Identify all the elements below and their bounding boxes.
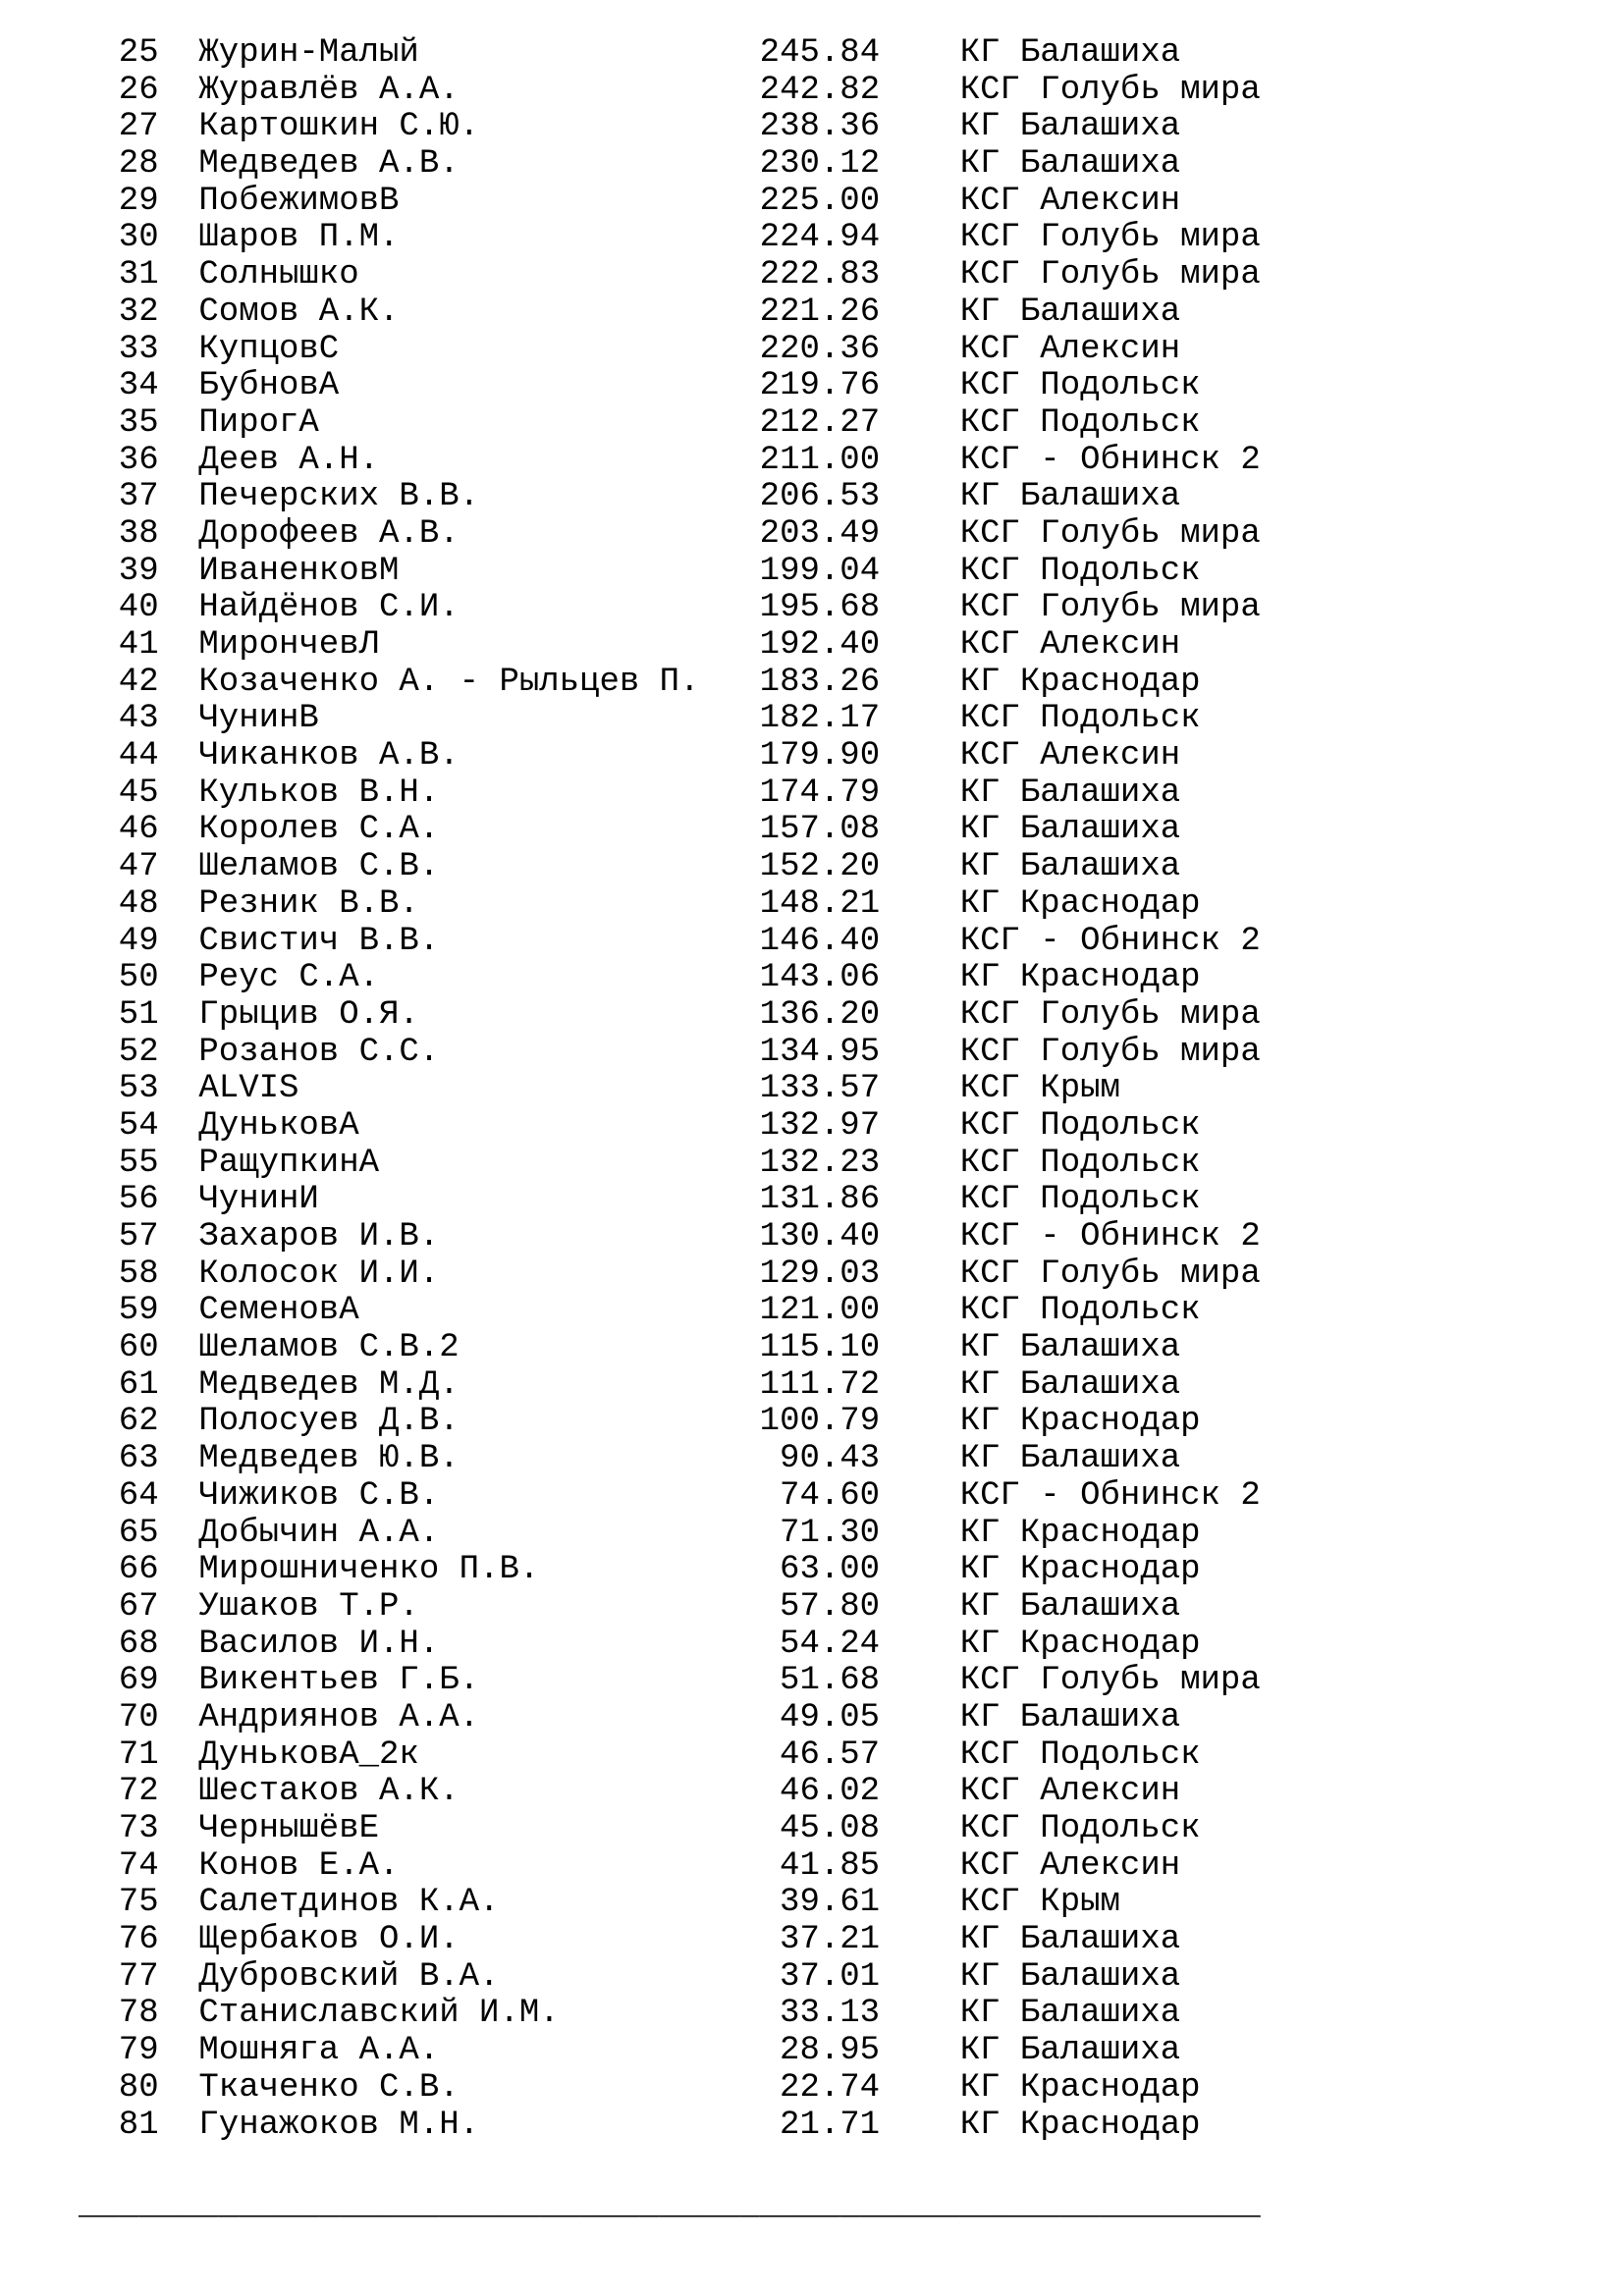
- club-cell: КГ Краснодар: [959, 959, 1201, 997]
- rank-cell: 73: [118, 1810, 159, 1847]
- rank-cell: 76: [118, 1921, 159, 1959]
- club-cell: КГ Балашиха: [959, 848, 1181, 886]
- rank-cell: 53: [118, 1070, 159, 1108]
- score-cell: 225.00: [759, 182, 881, 220]
- table-row: [79, 849, 1624, 886]
- club-cell: КСГ - Обнинск 2: [959, 441, 1261, 479]
- rank-cell: 43: [118, 700, 159, 738]
- name-cell: ЧунинВ: [198, 700, 319, 738]
- name-cell: ДуньковА_2к: [198, 1735, 419, 1774]
- score-cell: 195.68: [759, 589, 881, 627]
- rank-cell: 79: [118, 2032, 159, 2070]
- score-cell: 22.74: [780, 2068, 881, 2107]
- score-cell: 183.26: [759, 663, 881, 701]
- rank-cell: 68: [118, 1625, 159, 1663]
- club-cell: КСГ Подольск: [959, 1106, 1201, 1145]
- rank-cell: 33: [118, 330, 159, 368]
- rank-cell: 29: [118, 182, 159, 220]
- table-row: [79, 1071, 1624, 1108]
- club-cell: КСГ Подольск: [959, 1292, 1201, 1330]
- name-cell: Козаченко А. - Рыльцев П.: [198, 663, 700, 701]
- name-cell: Шеламов С.В.2: [198, 1329, 460, 1367]
- rank-cell: 59: [118, 1292, 159, 1330]
- club-cell: КСГ Голубь мира: [959, 256, 1261, 294]
- name-cell: Розанов С.С.: [198, 1033, 440, 1071]
- score-cell: 90.43: [780, 1440, 881, 1478]
- club-cell: КГ Балашиха: [959, 2032, 1181, 2070]
- table-row: [79, 924, 1624, 961]
- table-row: [79, 738, 1624, 775]
- name-cell: Полосуев Д.В.: [198, 1403, 460, 1441]
- score-cell: 179.90: [759, 737, 881, 775]
- table-row: [79, 368, 1624, 405]
- club-cell: КСГ Крым: [959, 1884, 1120, 1922]
- rank-cell: 69: [118, 1662, 159, 1700]
- name-cell: ДуньковА: [198, 1106, 359, 1145]
- name-cell: Конов Е.А.: [198, 1846, 400, 1885]
- table-row: [79, 886, 1624, 924]
- score-cell: 133.57: [759, 1070, 881, 1108]
- name-cell: Шаров П.М.: [198, 219, 400, 257]
- table-row: [79, 627, 1624, 665]
- rank-cell: 44: [118, 737, 159, 775]
- rank-cell: 56: [118, 1181, 159, 1219]
- table-row: [79, 1516, 1624, 1553]
- score-cell: 222.83: [759, 256, 881, 294]
- rank-cell: 70: [118, 1698, 159, 1736]
- score-cell: 212.27: [759, 403, 881, 442]
- score-cell: 37.01: [780, 1957, 881, 1996]
- score-cell: 33.13: [780, 1995, 881, 2033]
- club-cell: КСГ Подольск: [959, 1810, 1201, 1847]
- name-cell: Чижиков С.В.: [198, 1476, 440, 1515]
- rank-cell: 38: [118, 514, 159, 553]
- name-cell: Найдёнов С.И.: [198, 589, 460, 627]
- rank-cell: 46: [118, 811, 159, 849]
- table-row: [79, 1737, 1624, 1775]
- club-cell: КСГ - Обнинск 2: [959, 922, 1261, 960]
- score-cell: 136.20: [759, 995, 881, 1034]
- club-cell: КГ Балашиха: [959, 1921, 1181, 1959]
- rank-cell: 64: [118, 1476, 159, 1515]
- rank-cell: 58: [118, 1255, 159, 1293]
- rank-cell: 49: [118, 922, 159, 960]
- table-row: [79, 1035, 1624, 1072]
- name-cell: БубновА: [198, 367, 340, 405]
- score-cell: 41.85: [780, 1846, 881, 1885]
- table-row: [79, 1627, 1624, 1664]
- name-cell: Колосок И.И.: [198, 1255, 440, 1293]
- name-cell: СеменовА: [198, 1292, 359, 1330]
- table-row: [79, 1478, 1624, 1516]
- name-cell: Андриянов А.А.: [198, 1698, 480, 1736]
- name-cell: Мошняга А.А.: [198, 2032, 440, 2070]
- rank-cell: 26: [118, 71, 159, 109]
- name-cell: Дорофеев А.В.: [198, 514, 460, 553]
- name-cell: Шестаков А.К.: [198, 1773, 460, 1811]
- name-cell: Кульков В.Н.: [198, 774, 440, 812]
- name-cell: Шеламов С.В.: [198, 848, 440, 886]
- table-row: [79, 405, 1624, 443]
- rank-cell: 71: [118, 1735, 159, 1774]
- score-cell: 224.94: [759, 219, 881, 257]
- score-cell: 242.82: [759, 71, 881, 109]
- rank-cell: 28: [118, 145, 159, 184]
- rank-cell: 27: [118, 108, 159, 146]
- name-cell: ALVIS: [198, 1070, 299, 1108]
- club-cell: КГ Балашиха: [959, 1365, 1181, 1404]
- score-cell: 63.00: [780, 1551, 881, 1589]
- score-cell: 152.20: [759, 848, 881, 886]
- club-cell: КГ Краснодар: [959, 2106, 1201, 2144]
- score-cell: 206.53: [759, 478, 881, 516]
- table-row: [79, 1367, 1624, 1405]
- table-row: [79, 554, 1624, 591]
- rank-cell: 65: [118, 1514, 159, 1552]
- rank-cell: 57: [118, 1218, 159, 1255]
- club-cell: КСГ - Обнинск 2: [959, 1218, 1261, 1255]
- score-cell: 238.36: [759, 108, 881, 146]
- rank-cell: 74: [118, 1846, 159, 1885]
- score-cell: 115.10: [759, 1329, 881, 1367]
- score-cell: 219.76: [759, 367, 881, 405]
- club-cell: КСГ Подольск: [959, 552, 1201, 590]
- table-row: [79, 479, 1624, 516]
- table-row: [79, 1256, 1624, 1294]
- table-row: [79, 516, 1624, 554]
- name-cell: Ушаков Т.Р.: [198, 1587, 419, 1626]
- table-row: [79, 701, 1624, 738]
- name-cell: Салетдинов К.А.: [198, 1884, 500, 1922]
- club-cell: КСГ Голубь мира: [959, 219, 1261, 257]
- table-row: [79, 1663, 1624, 1700]
- club-cell: КСГ Подольск: [959, 700, 1201, 738]
- name-cell: Медведев М.Д.: [198, 1365, 460, 1404]
- rank-cell: 52: [118, 1033, 159, 1071]
- name-cell: Захаров И.В.: [198, 1218, 440, 1255]
- table-row: [79, 294, 1624, 332]
- name-cell: Картошкин С.Ю.: [198, 108, 480, 146]
- club-cell: КСГ - Обнинск 2: [959, 1476, 1261, 1515]
- name-cell: ПирогА: [198, 403, 319, 442]
- score-cell: 129.03: [759, 1255, 881, 1293]
- score-cell: 146.40: [759, 922, 881, 960]
- score-cell: 192.40: [759, 626, 881, 664]
- rank-cell: 67: [118, 1587, 159, 1626]
- club-cell: КГ Балашиха: [959, 478, 1181, 516]
- name-cell: Станиславский И.М.: [198, 1995, 560, 2033]
- rank-cell: 55: [118, 1144, 159, 1182]
- table-row: [79, 1848, 1624, 1886]
- table-row: [79, 997, 1624, 1035]
- score-cell: 230.12: [759, 145, 881, 184]
- score-cell: 28.95: [780, 2032, 881, 2070]
- score-cell: 54.24: [780, 1625, 881, 1663]
- club-cell: КГ Балашиха: [959, 811, 1181, 849]
- club-cell: КСГ Голубь мира: [959, 514, 1261, 553]
- rank-cell: 60: [118, 1329, 159, 1367]
- name-cell: Мирошниченко П.В.: [198, 1551, 540, 1589]
- name-cell: Щербаков О.И.: [198, 1921, 460, 1959]
- club-cell: КГ Балашиха: [959, 293, 1181, 331]
- rank-cell: 61: [118, 1365, 159, 1404]
- name-cell: Дубровский В.А.: [198, 1957, 500, 1996]
- rank-cell: 39: [118, 552, 159, 590]
- score-cell: 132.23: [759, 1144, 881, 1182]
- name-cell: Резник В.В.: [198, 884, 419, 923]
- table-row: [79, 2070, 1624, 2108]
- rank-cell: 45: [118, 774, 159, 812]
- table-row: [79, 1182, 1624, 1219]
- name-cell: Журавлёв А.А.: [198, 71, 460, 109]
- score-cell: 49.05: [780, 1698, 881, 1736]
- club-cell: КСГ Подольск: [959, 1735, 1201, 1774]
- club-cell: КГ Балашиха: [959, 145, 1181, 184]
- table-row: [79, 1885, 1624, 1922]
- score-cell: 39.61: [780, 1884, 881, 1922]
- club-cell: КГ Краснодар: [959, 1625, 1201, 1663]
- table-row: [79, 1441, 1624, 1478]
- score-cell: 148.21: [759, 884, 881, 923]
- rank-cell: 63: [118, 1440, 159, 1478]
- name-cell: Солнышко: [198, 256, 359, 294]
- score-cell: 220.36: [759, 330, 881, 368]
- table-row: [79, 146, 1624, 184]
- club-cell: КСГ Подольск: [959, 403, 1201, 442]
- score-cell: 46.02: [780, 1773, 881, 1811]
- club-cell: КГ Краснодар: [959, 1551, 1201, 1589]
- name-cell: ПобежимовВ: [198, 182, 400, 220]
- club-cell: КГ Балашиха: [959, 1698, 1181, 1736]
- table-row: [79, 1774, 1624, 1811]
- table-row: [79, 960, 1624, 997]
- club-cell: КГ Балашиха: [959, 1329, 1181, 1367]
- score-cell: 203.49: [759, 514, 881, 553]
- name-cell: Василов И.Н.: [198, 1625, 440, 1663]
- club-cell: КСГ Голубь мира: [959, 589, 1261, 627]
- page-footer-rule: ___________________________________________________________: [79, 2187, 1261, 2225]
- table-row: [79, 1996, 1624, 2033]
- club-cell: КСГ Алексин: [959, 1773, 1181, 1811]
- score-cell: 111.72: [759, 1365, 881, 1404]
- name-cell: Королев С.А.: [198, 811, 440, 849]
- rank-cell: 80: [118, 2068, 159, 2107]
- table-row: [79, 1404, 1624, 1441]
- score-cell: 74.60: [780, 1476, 881, 1515]
- name-cell: Ткаченко С.В.: [198, 2068, 460, 2107]
- score-cell: 21.71: [780, 2106, 881, 2144]
- name-cell: ЧернышёвЕ: [198, 1810, 380, 1847]
- rank-cell: 75: [118, 1884, 159, 1922]
- rank-cell: 62: [118, 1403, 159, 1441]
- club-cell: КСГ Алексин: [959, 1846, 1181, 1885]
- rank-cell: 50: [118, 959, 159, 997]
- score-cell: 121.00: [759, 1292, 881, 1330]
- rank-cell: 35: [118, 403, 159, 442]
- name-cell: РащупкинА: [198, 1144, 380, 1182]
- name-cell: ИваненковМ: [198, 552, 400, 590]
- club-cell: КГ Балашиха: [959, 1587, 1181, 1626]
- club-cell: КГ Краснодар: [959, 884, 1201, 923]
- table-row: [79, 184, 1624, 221]
- club-cell: КГ Балашиха: [959, 774, 1181, 812]
- club-cell: КСГ Подольск: [959, 1181, 1201, 1219]
- table-row: [79, 73, 1624, 110]
- rank-cell: 77: [118, 1957, 159, 1996]
- rank-cell: 54: [118, 1106, 159, 1145]
- rank-cell: 51: [118, 995, 159, 1034]
- score-cell: 51.68: [780, 1662, 881, 1700]
- rank-cell: 66: [118, 1551, 159, 1589]
- score-cell: 245.84: [759, 34, 881, 72]
- table-row: [79, 1589, 1624, 1627]
- rank-cell: 41: [118, 626, 159, 664]
- rank-cell: 42: [118, 663, 159, 701]
- table-row: [79, 2033, 1624, 2070]
- table-row: [79, 1959, 1624, 1997]
- score-cell: 134.95: [759, 1033, 881, 1071]
- name-cell: Деев А.Н.: [198, 441, 380, 479]
- rank-cell: 81: [118, 2106, 159, 2144]
- table-row: [79, 1219, 1624, 1256]
- rank-cell: 37: [118, 478, 159, 516]
- club-cell: КГ Балашиха: [959, 1440, 1181, 1478]
- table-row: [79, 590, 1624, 627]
- club-cell: КСГ Голубь мира: [959, 1033, 1261, 1071]
- results-table: [79, 35, 1624, 2144]
- name-cell: Свистич В.В.: [198, 922, 440, 960]
- club-cell: КСГ Подольск: [959, 367, 1201, 405]
- name-cell: Чиканков А.В.: [198, 737, 460, 775]
- score-cell: 71.30: [780, 1514, 881, 1552]
- name-cell: Реус С.А.: [198, 959, 380, 997]
- club-cell: КГ Краснодар: [959, 1514, 1201, 1552]
- score-cell: 174.79: [759, 774, 881, 812]
- score-cell: 46.57: [780, 1735, 881, 1774]
- score-cell: 157.08: [759, 811, 881, 849]
- score-cell: 199.04: [759, 552, 881, 590]
- score-cell: 132.97: [759, 1106, 881, 1145]
- score-cell: 130.40: [759, 1218, 881, 1255]
- score-cell: 143.06: [759, 959, 881, 997]
- rank-cell: 32: [118, 293, 159, 331]
- rank-cell: 30: [118, 219, 159, 257]
- score-cell: 182.17: [759, 700, 881, 738]
- club-cell: КГ Балашиха: [959, 1957, 1181, 1996]
- table-row: [79, 812, 1624, 849]
- club-cell: КСГ Крым: [959, 1070, 1120, 1108]
- name-cell: Викентьев Г.Б.: [198, 1662, 480, 1700]
- score-cell: 57.80: [780, 1587, 881, 1626]
- name-cell: Медведев А.В.: [198, 145, 460, 184]
- table-row: [79, 2108, 1624, 2145]
- rank-cell: 72: [118, 1773, 159, 1811]
- score-cell: 37.21: [780, 1921, 881, 1959]
- club-cell: КСГ Алексин: [959, 626, 1181, 664]
- club-cell: КГ Краснодар: [959, 2068, 1201, 2107]
- name-cell: ЧунинИ: [198, 1181, 319, 1219]
- rank-cell: 34: [118, 367, 159, 405]
- name-cell: Журин-Малый: [198, 34, 419, 72]
- club-cell: КГ Балашиха: [959, 34, 1181, 72]
- rank-cell: 48: [118, 884, 159, 923]
- club-cell: КГ Краснодар: [959, 663, 1201, 701]
- table-row: [79, 443, 1624, 480]
- rank-cell: 25: [118, 34, 159, 72]
- table-row: [79, 35, 1624, 73]
- table-row: [79, 1922, 1624, 1959]
- table-row: [79, 1146, 1624, 1183]
- name-cell: Медведев Ю.В.: [198, 1440, 460, 1478]
- score-cell: 221.26: [759, 293, 881, 331]
- name-cell: МирончевЛ: [198, 626, 380, 664]
- club-cell: КГ Балашиха: [959, 108, 1181, 146]
- name-cell: Печерских В.В.: [198, 478, 480, 516]
- score-cell: 45.08: [780, 1810, 881, 1847]
- table-row: [79, 1811, 1624, 1848]
- table-row: [79, 257, 1624, 294]
- table-row: [79, 665, 1624, 702]
- club-cell: КСГ Голубь мира: [959, 71, 1261, 109]
- table-row: [79, 775, 1624, 813]
- club-cell: КСГ Алексин: [959, 737, 1181, 775]
- score-cell: 211.00: [759, 441, 881, 479]
- name-cell: Сомов А.К.: [198, 293, 400, 331]
- club-cell: КГ Балашиха: [959, 1995, 1181, 2033]
- club-cell: КГ Краснодар: [959, 1403, 1201, 1441]
- club-cell: КСГ Алексин: [959, 182, 1181, 220]
- score-cell: 131.86: [759, 1181, 881, 1219]
- name-cell: Добычин А.А.: [198, 1514, 440, 1552]
- table-row: [79, 1700, 1624, 1737]
- table-row: [79, 1330, 1624, 1367]
- table-row: [79, 220, 1624, 257]
- club-cell: КСГ Подольск: [959, 1144, 1201, 1182]
- table-row: [79, 332, 1624, 369]
- name-cell: Гунажоков М.Н.: [198, 2106, 480, 2144]
- club-cell: КСГ Голубь мира: [959, 995, 1261, 1034]
- rank-cell: 36: [118, 441, 159, 479]
- score-cell: 100.79: [759, 1403, 881, 1441]
- table-row: [79, 1293, 1624, 1330]
- table-row: [79, 1108, 1624, 1146]
- name-cell: КупцовС: [198, 330, 340, 368]
- club-cell: КСГ Голубь мира: [959, 1255, 1261, 1293]
- table-row: [79, 109, 1624, 146]
- rank-cell: 47: [118, 848, 159, 886]
- club-cell: КСГ Алексин: [959, 330, 1181, 368]
- name-cell: Грыцив О.Я.: [198, 995, 419, 1034]
- rank-cell: 78: [118, 1995, 159, 2033]
- rank-cell: 40: [118, 589, 159, 627]
- club-cell: КСГ Голубь мира: [959, 1662, 1261, 1700]
- table-row: [79, 1552, 1624, 1589]
- rank-cell: 31: [118, 256, 159, 294]
